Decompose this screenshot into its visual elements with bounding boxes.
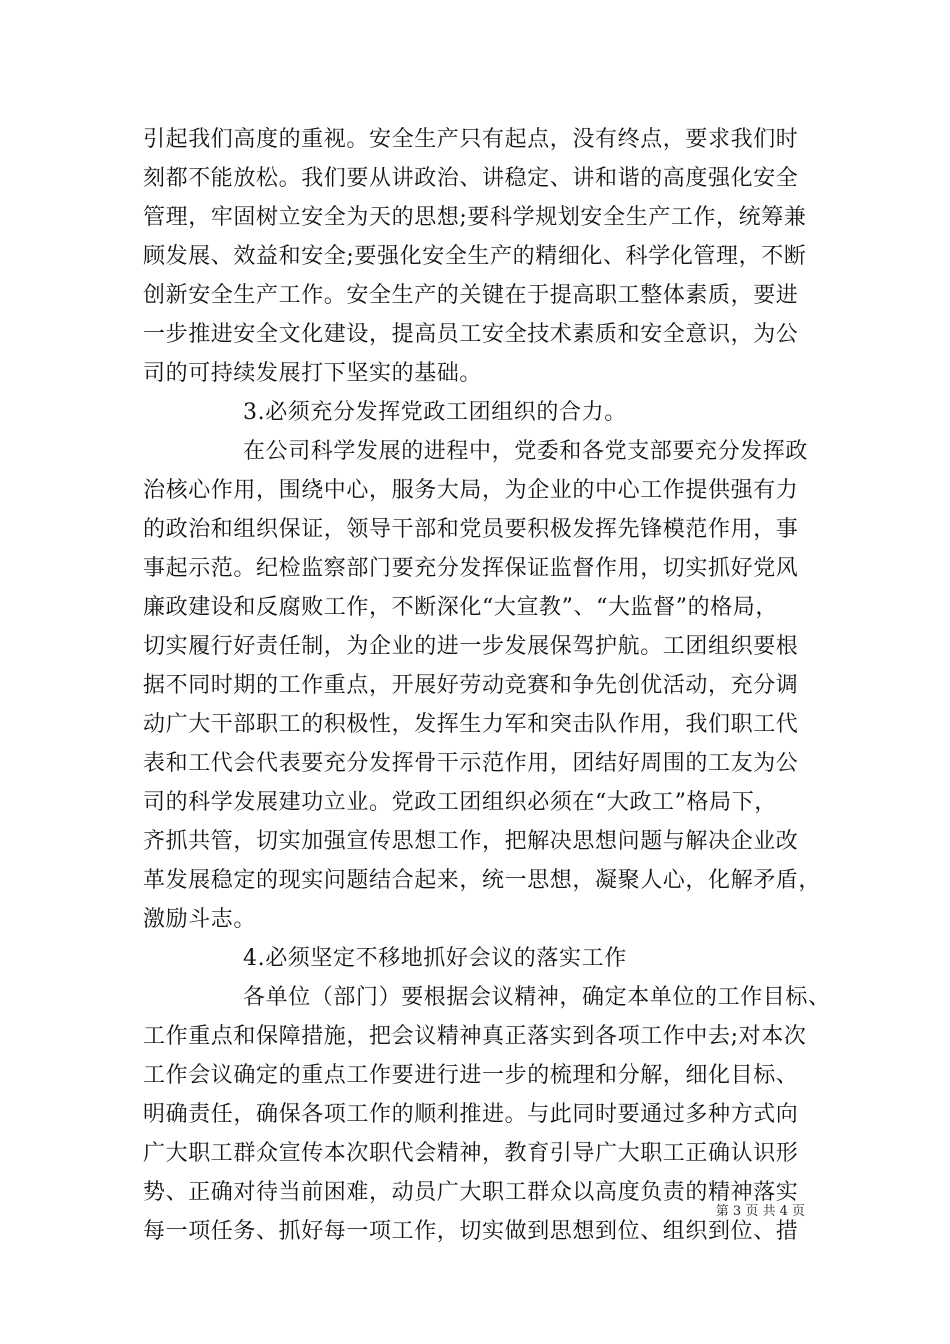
text-line: 齐抓共管，切实加强宣传思想工作，把解决思想问题与解决企业改 (143, 829, 799, 854)
text-line: 激励斗志。 (143, 907, 257, 932)
text-line: 工作重点和保障措施，把会议精神真正落实到各项工作中去;对本次 (143, 1024, 807, 1049)
text-line: 明确责任，确保各项工作的顺利推进。与此同时要通过多种方式向 (143, 1102, 799, 1127)
paragraph-first-line: 在公司科学发展的进程中，党委和各党支部要充分发挥政 (243, 439, 809, 464)
text-line: 据不同时期的工作重点，开展好劳动竞赛和争先创优活动，充分调 (143, 673, 799, 698)
text-line: 创新安全生产工作。安全生产的关键在于提高职工整体素质，要进 (143, 283, 799, 308)
text-line: 动广大干部职工的积极性，发挥生力军和突击队作用，我们职工代 (143, 712, 799, 737)
text-line: 势、正确对待当前困难，动员广大职工群众以高度负责的精神落实 (143, 1180, 799, 1205)
text-line: 引起我们高度的重视。安全生产只有起点，没有终点，要求我们时 (143, 127, 799, 152)
text-line: 司的科学发展建功立业。党政工团组织必须在“大政工”格局下， (143, 790, 777, 815)
document-body (143, 120, 831, 1251)
text-line: 刻都不能放松。我们要从讲政治、讲稳定、讲和谐的高度强化安全 (143, 166, 799, 191)
text-line: 每一项任务、抓好每一项工作，切实做到思想到位、组织到位、措 (143, 1219, 799, 1244)
text-line: 的政治和组织保证，领导干部和党员要积极发挥先锋模范作用，事 (143, 517, 799, 542)
text-line: 司的可持续发展打下坚实的基础。 (143, 361, 483, 386)
text-line: 管理，牢固树立安全为天的思想;要科学规划安全生产工作，统筹兼 (143, 205, 807, 230)
text-line: 廉政建设和反腐败工作，不断深化“大宣教”、“大监督”的格局， (143, 595, 778, 620)
text-line: 切实履行好责任制，为企业的进一步发展保驾护航。工团组织要根 (143, 634, 799, 659)
section-heading: 3.必须充分发挥党政工团组织的合力。 (243, 400, 627, 425)
page-number: 第 3 页 共 4 页 (715, 1204, 805, 1219)
text-line: 革发展稳定的现实问题结合起来，统一思想，凝聚人心，化解矛盾， (143, 868, 822, 893)
text-line: 一步推进安全文化建设，提高员工安全技术素质和安全意识，为公 (143, 322, 799, 347)
text-line: 顾发展、效益和安全;要强化安全生产的精细化、科学化管理，不断 (143, 244, 807, 269)
text-line: 事起示范。纪检监察部门要充分发挥保证监督作用，切实抓好党风 (143, 556, 799, 581)
text-line: 表和工代会代表要充分发挥骨干示范作用，团结好周围的工友为公 (143, 751, 799, 776)
text-line: 广大职工群众宣传本次职代会精神，教育引导广大职工正确认识形 (143, 1141, 799, 1166)
paragraph-first-line: 各单位（部门）要根据会议精神，确定本单位的工作目标、 (243, 985, 831, 1010)
text-line: 工作会议确定的重点工作要进行进一步的梳理和分解，细化目标、 (143, 1063, 799, 1088)
text-line: 治核心作用，围绕中心，服务大局，为企业的中心工作提供强有力 (143, 478, 799, 503)
section-heading: 4.必须坚定不移地抓好会议的落实工作 (243, 946, 627, 971)
